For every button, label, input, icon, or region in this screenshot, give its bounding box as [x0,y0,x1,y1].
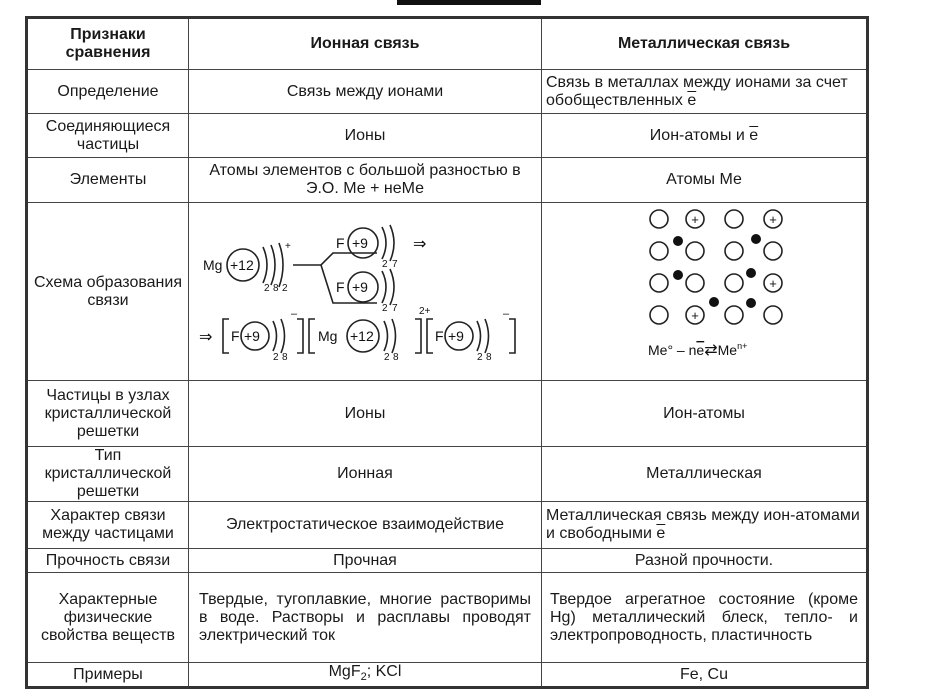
header-ionic: Ионная связь [189,18,542,70]
row-elements [27,158,868,203]
mg-nucleus-charge: +12 [229,257,254,273]
cell-text: Связь в металлах между ионами за счет обобществленных [546,73,848,109]
cell-metallic [542,70,868,114]
ionic-bond-diagram [193,203,538,375]
free-electron-dot [746,268,756,278]
cell-ionic: Связь между ионами [189,70,542,114]
cell-metallic: Металлическая [542,447,868,502]
row-label: Схема образования связи [27,203,189,381]
cell-metallic [542,114,868,158]
charge-minus: – [502,308,509,320]
shell-count: 7 [391,303,398,314]
row-label: Прочность связи [27,549,189,573]
shell-arc [390,269,394,305]
electron-symbol: $\overline{e}$ [749,126,759,144]
cell-ionic: Ионная [189,447,542,502]
metallic-lattice-diagram [544,203,864,375]
mg-symbol: Mg [202,257,222,273]
electron-symbol: $\overline{e}$ [687,91,697,109]
mg-symbol: Mg [317,328,337,344]
shell-count: 7 [391,259,398,270]
cation-plus: + [691,308,699,323]
cation-plus: + [769,276,777,291]
atom-circle [650,242,668,260]
shell-arc [485,319,489,353]
row-scheme [27,203,868,381]
cell-text: Металлическая связь между ион-атомами и свободными [546,507,860,542]
cell-ionic: Прочная [189,549,542,573]
electron-transfer-line [293,253,377,265]
cell-metallic: Атомы Ме [542,158,868,203]
atom-circle [650,306,668,324]
cell-ionic: Ионы [189,114,542,158]
cell-ionic-scheme [189,203,542,381]
shell-count: 2 [281,283,288,294]
shell-count: 2 [381,259,388,270]
shell-count: 2 [476,352,483,363]
shell-arc [382,271,386,303]
cell-ionic: Атомы элементов с большой разностью в Э.О. Ме + неМе [189,158,542,203]
cell-metallic: Разной прочности. [542,549,868,573]
free-electron-dot [709,297,719,307]
bracket [427,319,433,353]
shell-count: 2 [263,283,270,294]
shell-arc [384,321,388,351]
free-electron-dot [673,270,683,280]
row-label: Элементы [27,158,189,203]
f-nucleus-charge: +9 [351,235,368,251]
atom-circle [764,306,782,324]
free-electron-dot [751,234,761,244]
row-definition [27,70,868,114]
mg-nucleus-charge: +12 [349,328,374,344]
row-label: Определение [27,70,189,114]
cell-text: Ион-атомы и [649,126,745,144]
atom-circle [686,274,704,292]
cell-metallic [542,502,868,549]
top-edge-bar [397,0,541,5]
shell-count: 2 [272,352,279,363]
row-label: Соединяющиеся частицы [27,114,189,158]
row-label: Характер связи между частицами [27,502,189,549]
cell-ionic: Твердые, тугоплавкие, многие растворимы в воде. Растворы и расплавы проводят электрический ток [189,573,542,663]
shell-arc [273,321,277,351]
cell-ionic [189,663,542,688]
shell-arc [279,243,283,287]
f-symbol: F [335,279,345,295]
shell-count: 8 [281,352,288,363]
atom-circle [725,306,743,324]
cell-ionic: Ионы [189,381,542,447]
shell-count: 8 [272,283,279,294]
atom-circle [686,242,704,260]
shell-arc [271,245,275,285]
row-lattice-nodes [27,381,868,447]
shell-arc [392,319,396,353]
bracket [509,319,515,353]
cell-metallic: Ион-атомы [542,381,868,447]
row-label: Частицы в узлах кристаллической решетки [27,381,189,447]
cell-metallic-scheme [542,203,868,381]
row-examples [27,663,868,688]
f-symbol: F [230,328,240,344]
header-metallic: Металлическая связь [542,18,868,70]
cation-plus: + [691,212,699,227]
free-electron-dot [673,236,683,246]
f-symbol: F [335,235,345,251]
atom-circle [725,242,743,260]
bracket [223,319,229,353]
comparison-table [25,16,869,689]
atom-circle [650,210,668,228]
atom-circle [725,274,743,292]
row-label: Характерные физические свойства веществ [27,573,189,663]
bracket [309,319,315,353]
bracket [415,319,421,353]
atom-circle [650,274,668,292]
row-particles [27,114,868,158]
charge-2plus: 2+ [418,306,430,317]
shell-arc [263,247,267,283]
atom-circle [764,242,782,260]
shell-arc [390,225,394,261]
charge-minus: – [290,308,297,320]
cell-ionic: Электростатическое взаимодействие [189,502,542,549]
header-criteria: Признаки сравнения [27,18,189,70]
row-properties [27,573,868,663]
shell-arc [281,319,285,353]
row-label: Тип кристаллической решетки [27,447,189,502]
cation-plus: + [769,212,777,227]
shell-count: 2 [381,303,388,314]
header-row [27,18,868,70]
f-nucleus-charge: +9 [351,279,368,295]
electron-symbol: $\overline{e}$ [656,525,666,542]
free-electron-dot [746,298,756,308]
cell-metallic: Fe, Cu [542,663,868,688]
row-strength [27,549,868,573]
bracket [297,319,303,353]
shell-count: 2 [383,352,390,363]
cell-metallic: Твердое агрегатное состояние (кроме Hg) металлический блеск, тепло- и электропроводность, пластичность [542,573,868,663]
f-nucleus-charge: +9 [243,328,260,344]
f-nucleus-charge: +9 [447,328,464,344]
shell-count: 8 [485,352,492,363]
shell-arc [477,321,481,351]
row-lattice-type [27,447,868,502]
row-bond-character [27,502,868,549]
ionization-equation: $Me^\circ - ne⇄Me^{n+}$ [648,341,748,359]
formula: MgF$_2$; KCl [328,663,402,683]
f-symbol: F [434,328,444,344]
shell-arc [382,227,386,259]
row-label: Примеры [27,663,189,688]
reaction-arrow: ⇒ [412,236,426,253]
shell-count: 8 [392,352,399,363]
atom-circle [725,210,743,228]
reaction-arrow: ⇒ [198,329,212,346]
mg-plus-sign: + [284,241,291,252]
